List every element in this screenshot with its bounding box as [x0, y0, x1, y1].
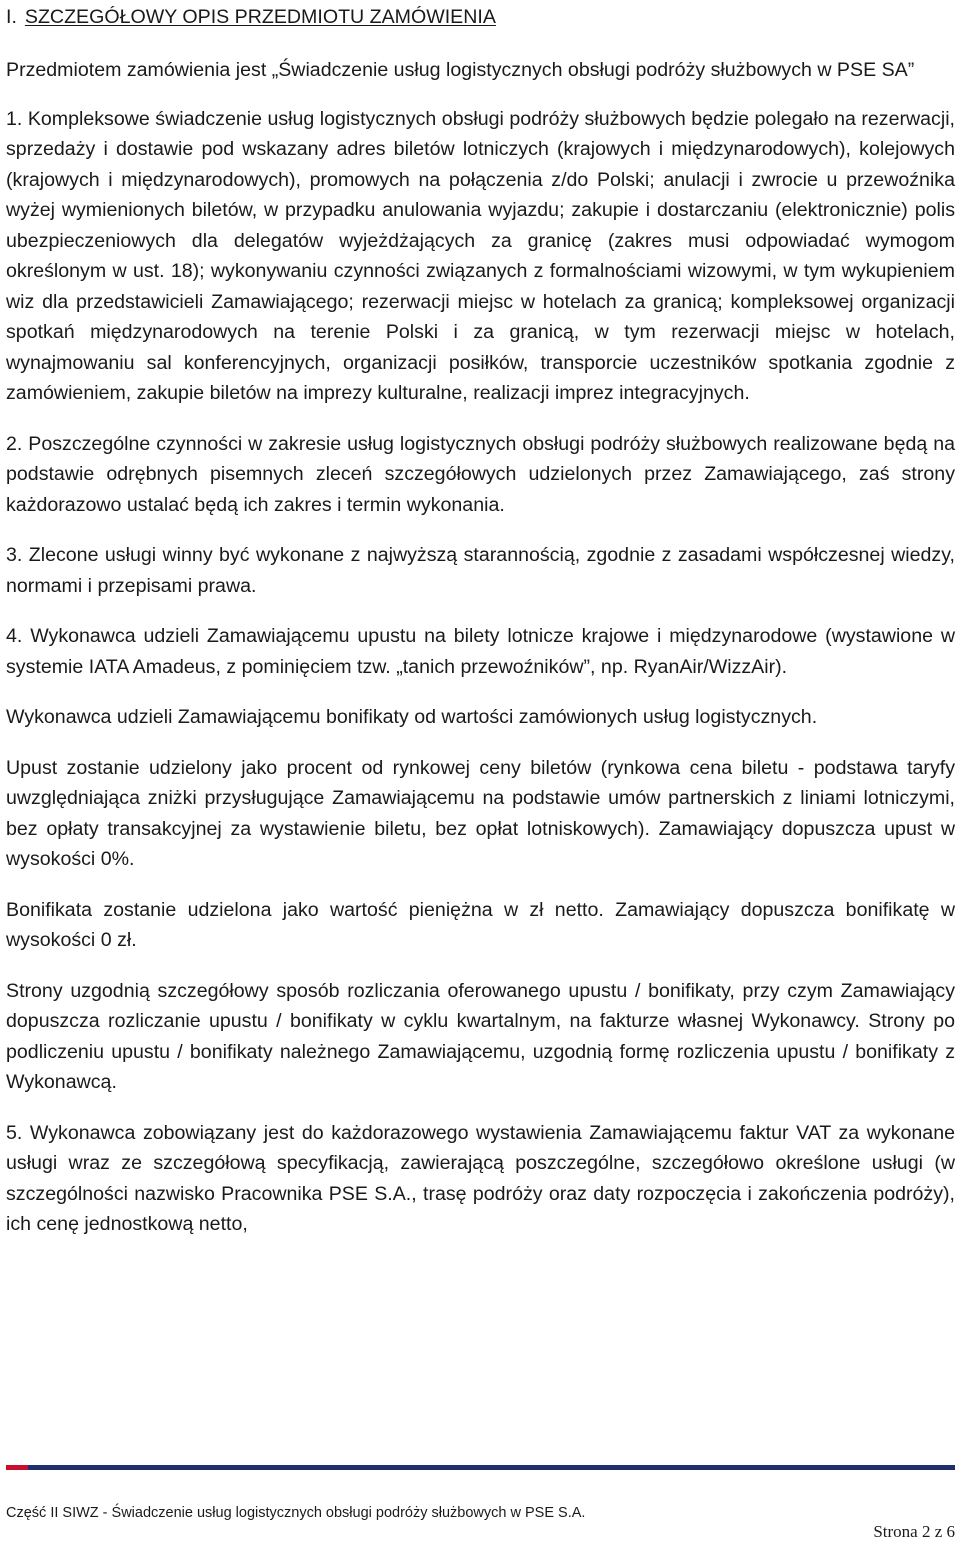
section-number: I. — [6, 6, 17, 28]
section-title: SZCZEGÓŁOWY OPIS PRZEDMIOTU ZAMÓWIENIA — [24, 6, 496, 28]
paragraph-3-quality: 3. Zlecone usługi winny być wykonane z najwyższą starannością, zgodnie z zasadami współczesnej wiedzy, normami i przepisami prawa. — [6, 544, 955, 597]
paragraph-5-invoices: 5. Wykonawca zobowiązany jest do każdorazowego wystawienia Zamawiającemu faktur VAT za wykonane usługi wraz ze szczegółową specyfikacją, zawierającą poszczególne, szczegółowo określone usługi (w szczególności nazwisko Pracownika PSE S.A., trasę podróży oraz daty rozpoczęcia i zakończenia podróży), ich cenę jednostkową netto, — [6, 1121, 955, 1235]
section-heading — [6, 4, 496, 30]
page-number: Strona 2 z 6 — [873, 1522, 955, 1541]
paragraph-2-orders: 2. Poszczególne czynności w zakresie usług logistycznych obsługi podróży służbowych realizowane będą na podstawie odrębnych pisemnych zleceń szczegółowych udzielonych przez Zamawiającego, zaś strony każdorazowo ustalać będą ich zakres i termin wykonania. — [6, 432, 955, 516]
document-body — [6, 55, 955, 1260]
intro-paragraph: Przedmiotem zamówienia jest „Świadczenie usług logistycznych obsługi podróży służbowych w PSE SA” — [6, 59, 915, 81]
paragraph-1-scope: 1. Kompleksowe świadczenie usług logistycznych obsługi podróży służbowych będzie polegało na rezerwacji, sprzedaży i dostawie pod wskazany adres biletów lotniczych (krajowych i międzynarodowych), kolejowych (krajowych i międzynarodowych), promowych na połączenia z/do Polski; anulacji i zwrocie u przewoźnika wyżej wymienionych biletów, w przypadku anulowania wyjazdu; zakupie i dostarczaniu (elektronicznie) polis ubezpieczeniowych dla delegatów wyjeżdżających za granicę (zakres musi odpowiadać wymogom określonym w ust. 18); wykonywaniu czynności związanych z formalnościami wizowymi, w tym wykupieniem wiz dla przedstawicieli Zamawiającego; rezerwacji miejsc w hotelach za granicą; kompleksowej organizacji spotkań międzynarodowych na terenie Polski i za granicą, w tym rezerwacji miejsc w hotelach, wynajmowaniu sal konferencyjnych, organizacji posiłków, transporcie uczestników spotkania zgodnie z zamówieniem, zakupie biletów na imprezy kulturalne, realizacji imprez integracyjnych. — [6, 107, 955, 404]
footer-document-title: Część II SIWZ - Świadczenie usług logistycznych obsługi podróży służbowych w PSE S.A. — [6, 1505, 586, 1521]
document-page — [6, 0, 955, 1543]
paragraph-bonus-value: Bonifikata zostanie udzielona jako wartość pieniężna w zł netto. Zamawiający dopuszcza bonifikatę w wysokości 0 zł. — [6, 898, 955, 951]
paragraph-settlement: Strony uzgodnią szczegółowy sposób rozliczania oferowanego upustu / bonifikaty, przy czym Zamawiający dopuszcza rozliczanie upustu / bonifikaty w cyklu kwartalnym, na fakturze własnej Wykonawcy. Strony po podliczeniu upustu / bonifikaty należnego Zamawiającemu, uzgodnią formę rozliczenia upustu / bonifikaty z Wykonawcą. — [6, 979, 955, 1093]
footer-divider — [6, 1465, 955, 1470]
paragraph-discount-details: Upust zostanie udzielony jako procent od rynkowej ceny biletów (rynkowa cena biletu - podstawa taryfy uwzględniająca zniżki przysługujące Zamawiającemu na podstawie umów partnerskich z liniami lotniczymi, bez opłaty transakcyjnej za wystawienie biletu, bez opłat lotniskowych). Zamawiający dopuszcza upust w wysokości 0%. — [6, 756, 955, 870]
paragraph-bonus: Wykonawca udzieli Zamawiającemu bonifikaty od wartości zamówionych usług logistycznych. — [6, 706, 818, 728]
paragraph-4-discount: 4. Wykonawca udzieli Zamawiającemu upustu na bilety lotnicze krajowe i międzynarodowe (wystawione w systemie IATA Amadeus, z pominięciem tzw. „tanich przewoźników”, np. RyanAir/WizzAir). — [6, 625, 955, 678]
